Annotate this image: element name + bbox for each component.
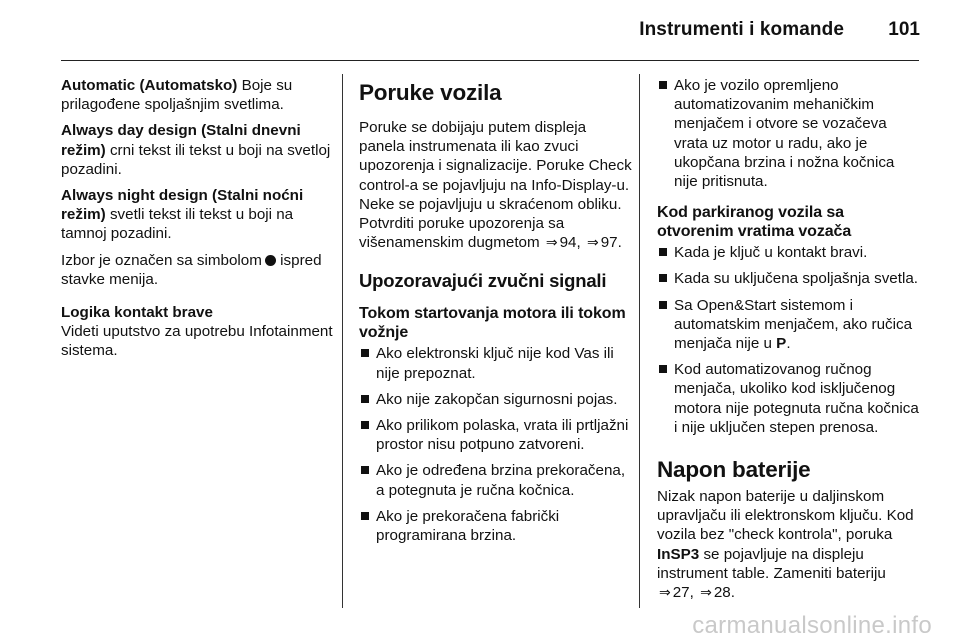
page-ref-arrow-icon: ⇒ [545, 234, 558, 251]
square-bullet-icon [659, 274, 667, 282]
logic-heading: Logika kontakt brave [61, 304, 213, 322]
night-text: svetli tekst ili tekst u boji na tamnoj pozadini. [61, 206, 294, 243]
filled-circle-icon [265, 255, 276, 266]
night-paragraph [61, 186, 333, 244]
square-bullet-icon [361, 349, 369, 357]
page-ref-link-28[interactable]: 28. [713, 584, 735, 602]
square-bullet-icon [659, 248, 667, 256]
square-bullet-icon [659, 301, 667, 309]
square-bullet-icon [361, 466, 369, 474]
list-item: Ako elektronski ključ nije kod Vas ili nije prepoznat. [359, 344, 635, 382]
column-right [657, 76, 919, 609]
list-item: Kod automatizovanog ručnog menjača, ukoliko kod isključenog motora nije potegnuta ručna kočnica i nije uključen stepen prenosa. [657, 360, 919, 437]
page-ref-arrow-icon: ⇒ [659, 584, 671, 601]
parking-list [657, 243, 919, 437]
battery-code: InSP3 [657, 545, 700, 563]
list-item: Kada su uključena spoljašnja svetla. [657, 269, 919, 288]
column-divider-1 [342, 74, 343, 608]
page-ref-link-27[interactable]: 27, [672, 584, 694, 602]
chime-conditions-list [359, 344, 635, 545]
column-divider-2 [639, 74, 640, 608]
auto-term: Automatic (Automatsko) [61, 77, 238, 94]
battery-title: Napon baterije [657, 457, 811, 483]
page-number: 101 [888, 19, 920, 40]
square-bullet-icon [659, 81, 667, 89]
vehicle-messages-title: Poruke vozila [359, 80, 502, 105]
group-heading: Tokom startovanja motora ili tokom vožnje [359, 305, 626, 342]
vehicle-messages-intro: Poruke se dobijaju putem displeja panela instrumenata ili kao zvuci upozorenja i signalizacije. Poruke Check control-a se pojavljuju na Info-Display-u. Neke se pojavljuju u skraćenom obliku. Potvrditi poruke upozorenja sa višenamenskim dugmetom ⇒ 94, ⇒ 97. [359, 119, 632, 252]
logic-paragraph [61, 303, 333, 361]
square-bullet-icon [361, 512, 369, 520]
page-ref-arrow-icon: ⇒ [700, 584, 712, 601]
auto-paragraph [61, 76, 333, 114]
symbol-note: Izbor je označen sa simbolom [61, 251, 262, 269]
symbol-note-end: ispred stavke menija. [61, 251, 322, 288]
page-ref-link-94[interactable]: 94 [559, 234, 577, 252]
logic-text: Videti uputstvo za upotrebu Infotainment sistema. [61, 323, 333, 360]
parking-heading: Kod parkiranog vozila sa otvorenim vratima vozača [657, 204, 852, 241]
list-item: Ako je određena brzina prekoračena, a potegnuta je ručna kočnica. [359, 461, 635, 499]
square-bullet-icon [361, 395, 369, 403]
column-left [61, 76, 333, 368]
day-text: crni tekst ili tekst u boji na svetloj pozadini. [61, 141, 331, 178]
symbol-paragraph [61, 251, 333, 289]
section-title: Instrumenti i komande [639, 19, 844, 40]
square-bullet-icon [361, 421, 369, 429]
header-divider [61, 60, 919, 61]
page-ref-link-97[interactable]: 97. [600, 234, 622, 252]
day-paragraph [61, 121, 333, 179]
page-header [0, 0, 960, 62]
day-term: Always day design (Stalni dnevni režim) [61, 122, 301, 159]
page-ref-arrow-icon: ⇒ [586, 234, 599, 251]
warning-chimes-title: Upozoravajući zvučni signali [359, 270, 607, 292]
night-term: Always night design (Stalni noćni režim) [61, 187, 304, 224]
battery-paragraph: Nizak napon baterije u daljinskom upravljaču ili elektronskom ključu. Kod vozila bez "check kontrola", poruka InSP3 se pojavljuje na displeju instrument table. Zameniti bateriju ⇒ 27, ⇒ 28. [657, 488, 914, 602]
list-item: Ako prilikom polaska, vrata ili prtljažni prostor nisu potpuno zatvoreni. [359, 416, 635, 454]
column-middle [359, 76, 635, 552]
auto-text: Boje su prilagođene spoljašnjim svetlima. [61, 77, 293, 114]
list-item: Sa Open&Start sistemom i automatskim menjačem, ako ručica menjača nije u P. [657, 296, 919, 354]
list-item: Ako je prekoračena fabrički programirana brzina. [359, 507, 635, 545]
list-item: Ako je vozilo opremljeno automatizovanim mehaničkim menjačem i otvore se vozačeva vrata uz motor u radu, ako je ukopčana brzina i nožna kočnica nije pritisnuta. [657, 76, 919, 191]
top-list [657, 76, 919, 191]
list-item: Kada je ključ u kontakt bravi. [657, 243, 919, 262]
square-bullet-icon [659, 365, 667, 373]
watermark: carmanualsonline.info [692, 612, 932, 639]
list-item: Ako nije zakopčan sigurnosni pojas. [359, 390, 635, 409]
